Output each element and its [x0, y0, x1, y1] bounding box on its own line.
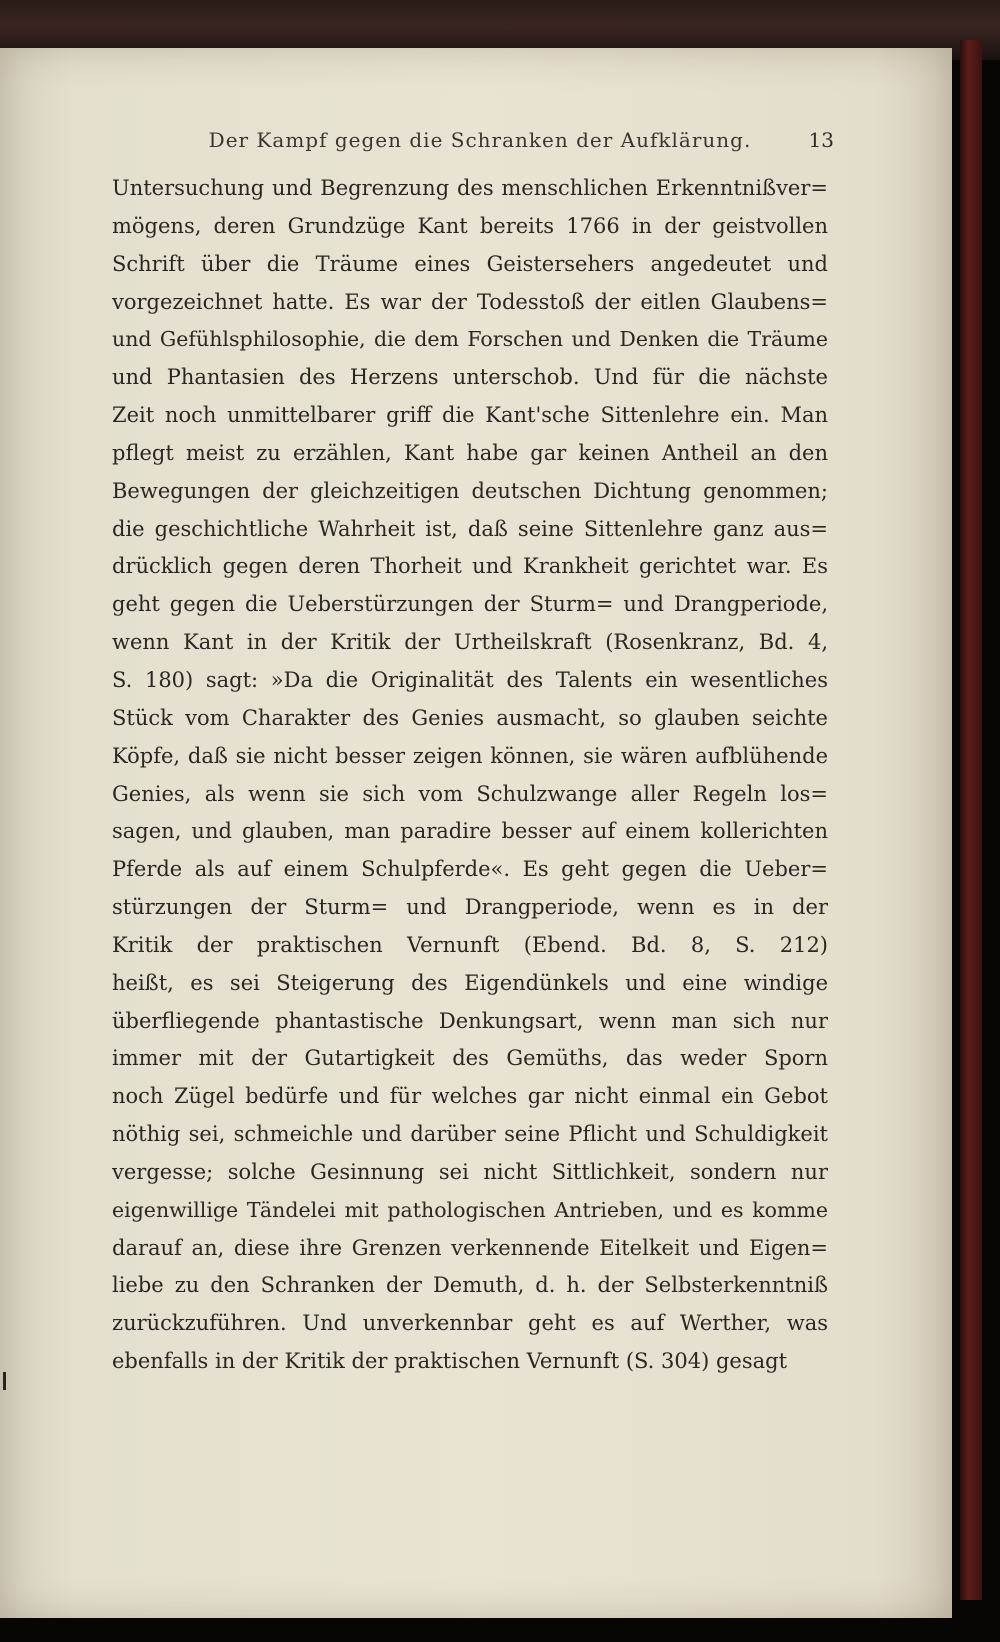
text-line: drücklich gegen deren Thorheit und Krankheit gerichtet war. Es	[112, 554, 828, 579]
text-line: Köpfe, daß sie nicht besser zeigen können, sie wären aufblühende	[112, 743, 828, 768]
text-line: S. 180) sagt: »Da die Originalität des Talents ein wesentliches	[112, 667, 828, 692]
text-line: nöthig sei, schmeichle und darüber seine Pflicht und Schuldigkeit	[112, 1122, 828, 1147]
text-line: vergesse; solche Gesinnung sei nicht Sittlichkeit, sondern nur	[112, 1159, 828, 1184]
text-line: heißt, es sei Steigerung des Eigendünkels und eine windige	[112, 970, 828, 995]
text-line: darauf an, diese ihre Grenzen verkennende Eitelkeit und Eigen=	[112, 1235, 828, 1260]
margin-mark	[3, 1372, 6, 1390]
text-line: zurückzuführen. Und unverkennbar geht es auf Werther, was	[112, 1311, 828, 1336]
text-line: überfliegende phantastische Denkungsart, wenn man sich nur	[112, 1008, 828, 1033]
text-line: immer mit der Gutartigkeit des Gemüths, das weder Sporn	[112, 1046, 828, 1071]
page-fore-edge	[960, 40, 982, 1600]
text-line: sagen, und glauben, man paradire besser auf einem kollerichten	[112, 819, 828, 844]
text-line: eigenwillige Tändelei mit pathologischen Antrieben, und es komme	[112, 1197, 828, 1222]
text-line: Untersuchung und Begrenzung des menschlichen Erkenntnißver=	[112, 176, 828, 200]
text-line: Kritik der praktischen Vernunft (Ebend. Bd. 8, S. 212)	[112, 932, 828, 957]
text-line: pflegt meist zu erzählen, Kant habe gar keinen Antheil an den	[112, 440, 828, 465]
text-line: und Phantasien des Herzens unterschob. Und für die nächste	[112, 365, 828, 390]
text-line: noch Zügel bedürfe und für welches gar nicht einmal ein Gebot	[112, 1084, 828, 1109]
text-line: und Gefühlsphilosophie, die dem Forschen und Denken die Träume	[112, 327, 828, 352]
text-line: Genies, als wenn sie sich vom Schulzwange aller Regeln los=	[112, 781, 828, 806]
text-line: mögens, deren Grundzüge Kant bereits 1766 in der geistvollen	[112, 213, 828, 238]
page-number: 13	[808, 128, 834, 152]
text-line: liebe zu den Schranken der Demuth, d. h. der Selbsterkenntniß	[112, 1273, 828, 1298]
text-line: Stück vom Charakter des Genies ausmacht, so glauben seichte	[112, 705, 828, 730]
text-line: ebenfalls in der Kritik der praktischen Vernunft (S. 304) gesagt	[112, 1349, 788, 1374]
paper-page	[0, 48, 952, 1618]
text-line: die geschichtliche Wahrheit ist, daß seine Sittenlehre ganz aus=	[112, 516, 828, 541]
running-head: Der Kampf gegen die Schranken der Aufklärung.	[208, 128, 752, 152]
text-line: vorgezeichnet hatte. Es war der Todesstoß der eitlen Glaubens=	[112, 289, 828, 314]
text-line: Pferde als auf einem Schulpferde«. Es geht gegen die Ueber=	[112, 857, 828, 882]
text-line: stürzungen der Sturm= und Drangperiode, wenn es in der	[112, 895, 828, 920]
text-line: geht gegen die Ueberstürzungen der Sturm= und Drangperiode,	[112, 592, 828, 617]
text-line: Zeit noch unmittelbarer griff die Kant'sche Sittenlehre ein. Man	[112, 403, 828, 428]
body-text	[112, 170, 828, 1381]
text-line: Schrift über die Träume eines Geistersehers angedeutet und	[112, 251, 828, 276]
text-line: wenn Kant in der Kritik der Urtheilskraft (Rosenkranz, Bd. 4,	[112, 630, 828, 655]
text-line: Bewegungen der gleichzeitigen deutschen Dichtung genommen;	[112, 478, 828, 503]
